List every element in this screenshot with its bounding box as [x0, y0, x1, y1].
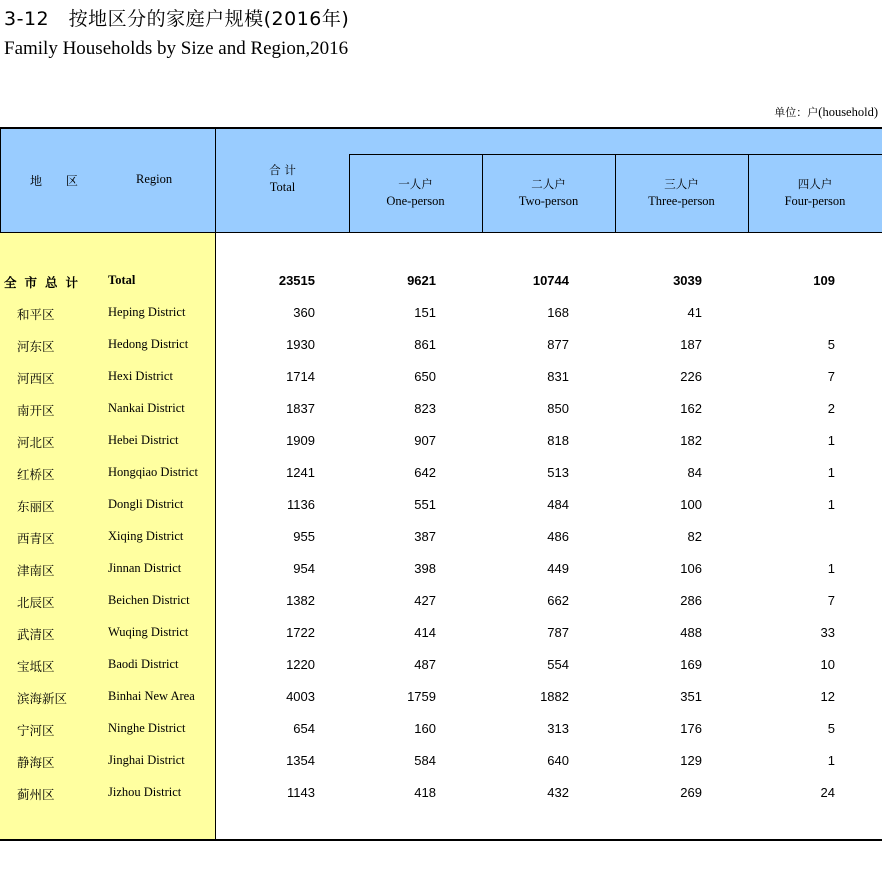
region-name-en: Hebei District	[108, 433, 179, 447]
cell-two-person: 640	[547, 753, 569, 768]
header-region-en: Region	[136, 172, 173, 186]
cell-two-person: 513	[547, 465, 569, 480]
region-name-en: Wuqing District	[108, 625, 189, 639]
region-name-cn: 宁河区	[17, 723, 55, 738]
table-row	[0, 465, 882, 497]
region-name-cn: 武清区	[17, 627, 55, 642]
header-two-person	[482, 176, 615, 210]
cell-total: 23515	[278, 273, 315, 288]
cell-four-person: 5	[827, 721, 835, 736]
cell-total: 1722	[286, 625, 315, 640]
cell-total: 954	[293, 561, 315, 576]
table-row	[0, 689, 882, 721]
cell-one-person: 418	[414, 785, 436, 800]
table-top-rule	[0, 127, 882, 129]
header-one-person	[349, 176, 482, 210]
header-region-cn: 地 区	[30, 174, 88, 188]
region-name-cn: 西青区	[17, 531, 55, 546]
cell-four-person: 1	[827, 497, 835, 512]
cell-total: 360	[293, 305, 315, 320]
cell-three-person: 269	[680, 785, 702, 800]
region-name-cn: 河东区	[17, 339, 55, 354]
region-name-en: Binhai New Area	[108, 689, 195, 703]
table-row	[0, 625, 882, 657]
table-row	[0, 337, 882, 369]
unit-label	[774, 104, 878, 120]
cell-one-person: 650	[414, 369, 436, 384]
header-total	[216, 162, 349, 196]
region-name-en: Nankai District	[108, 401, 185, 415]
region-name-en: Hedong District	[108, 337, 189, 351]
cell-three-person: 100	[680, 497, 702, 512]
header-left-border	[0, 129, 1, 233]
table-row	[0, 593, 882, 625]
page-title-cn: 3-12 按地区分的家庭户规模(2016年)	[4, 8, 350, 30]
cell-one-person: 642	[414, 465, 436, 480]
cell-three-person: 226	[680, 369, 702, 384]
cell-three-person: 106	[680, 561, 702, 576]
cell-two-person: 168	[547, 305, 569, 320]
region-name-cn: 河西区	[17, 371, 55, 386]
page-title-en: Family Households by Size and Region,2016	[4, 38, 349, 59]
cell-total: 1382	[286, 593, 315, 608]
cell-one-person: 551	[414, 497, 436, 512]
region-name-en: Dongli District	[108, 497, 184, 511]
region-name-cn: 东丽区	[17, 499, 55, 514]
table-row	[0, 753, 882, 785]
cell-four-person: 2	[827, 401, 835, 416]
region-name-cn: 全市总计	[4, 275, 87, 290]
header-one-person-en: One-person	[386, 194, 445, 208]
cell-three-person: 176	[680, 721, 702, 736]
cell-four-person: 1	[827, 465, 835, 480]
region-name-en: Hongqiao District	[108, 465, 198, 479]
region-name-cn: 北辰区	[17, 595, 55, 610]
cell-total: 4003	[286, 689, 315, 704]
cell-two-person: 484	[547, 497, 569, 512]
cell-two-person: 10744	[532, 273, 569, 288]
cell-four-person: 33	[820, 625, 835, 640]
table-bottom-rule	[0, 839, 882, 841]
table-row-total	[0, 273, 882, 305]
cell-two-person: 818	[547, 433, 569, 448]
region-name-cn: 和平区	[17, 307, 55, 322]
cell-one-person: 151	[414, 305, 436, 320]
cell-four-person: 1	[827, 561, 835, 576]
cell-two-person: 554	[547, 657, 569, 672]
cell-total: 1143	[287, 785, 315, 800]
region-name-en: Xiqing District	[108, 529, 184, 543]
cell-two-person: 313	[547, 721, 569, 736]
cell-total: 1714	[286, 369, 315, 384]
cell-three-person: 286	[680, 593, 702, 608]
region-name-cn: 红桥区	[17, 467, 55, 482]
cell-total: 1909	[286, 433, 315, 448]
cell-four-person: 10	[820, 657, 835, 672]
table-row	[0, 497, 882, 529]
cell-one-person: 823	[414, 401, 436, 416]
cell-total: 1241	[286, 465, 315, 480]
region-name-en: Baodi District	[108, 657, 179, 671]
cell-two-person: 432	[547, 785, 569, 800]
table-row	[0, 657, 882, 689]
region-name-cn: 蓟州区	[17, 787, 55, 802]
table-row	[0, 433, 882, 465]
cell-one-person: 1759	[407, 689, 436, 704]
header-two-person-en: Two-person	[518, 194, 579, 208]
cell-three-person: 351	[680, 689, 702, 704]
cell-four-person: 1	[827, 433, 835, 448]
table-row	[0, 721, 882, 753]
cell-total: 1354	[286, 753, 315, 768]
unit-label-en: (household)	[818, 105, 878, 119]
cell-three-person: 3039	[673, 273, 702, 288]
region-name-en: Heping District	[108, 305, 186, 319]
cell-three-person: 82	[687, 529, 702, 544]
cell-three-person: 182	[680, 433, 702, 448]
cell-three-person: 187	[680, 337, 702, 352]
cell-one-person: 414	[414, 625, 436, 640]
cell-three-person: 41	[687, 305, 702, 320]
cell-four-person: 24	[820, 785, 835, 800]
cell-four-person: 109	[813, 273, 835, 288]
header-three-person-cn: 三人户	[664, 177, 699, 191]
cell-one-person: 9621	[407, 273, 436, 288]
cell-total: 955	[293, 529, 315, 544]
cell-three-person: 162	[680, 401, 702, 416]
header-four-person	[748, 176, 882, 210]
cell-total: 1930	[286, 337, 315, 352]
cell-two-person: 449	[547, 561, 569, 576]
region-name-cn: 津南区	[17, 563, 55, 578]
cell-two-person: 850	[547, 401, 569, 416]
cell-total: 1220	[286, 657, 315, 672]
table-row	[0, 561, 882, 593]
region-name-cn: 滨海新区	[17, 691, 68, 706]
cell-one-person: 160	[414, 721, 436, 736]
cell-total: 654	[293, 721, 315, 736]
cell-one-person: 387	[414, 529, 436, 544]
region-name-cn: 南开区	[17, 403, 55, 418]
region-name-cn: 河北区	[17, 435, 55, 450]
header-four-person-cn: 四人户	[797, 177, 833, 191]
cell-four-person: 12	[820, 689, 835, 704]
region-name-en: Jinghai District	[108, 753, 185, 767]
table-row	[0, 369, 882, 401]
cell-three-person: 169	[680, 657, 702, 672]
cell-two-person: 1882	[540, 689, 569, 704]
header-two-person-cn: 二人户	[531, 177, 566, 191]
unit-label-cn: 单位：户	[774, 106, 819, 119]
cell-two-person: 831	[547, 369, 569, 384]
cell-four-person: 7	[827, 593, 835, 608]
cell-four-person: 1	[827, 753, 835, 768]
region-name-cn: 静海区	[17, 755, 55, 770]
region-name-cn: 宝坻区	[17, 659, 55, 674]
cell-total: 1136	[287, 497, 315, 512]
cell-two-person: 877	[547, 337, 569, 352]
cell-one-person: 487	[414, 657, 436, 672]
cell-three-person: 84	[687, 465, 702, 480]
cell-four-person: 7	[827, 369, 835, 384]
cell-one-person: 427	[414, 593, 436, 608]
header-three-person-en: Three-person	[648, 194, 715, 208]
region-name-en: Beichen District	[108, 593, 190, 607]
table-row	[0, 305, 882, 337]
cell-two-person: 486	[547, 529, 569, 544]
header-total-cn: 合 计	[269, 163, 296, 177]
region-name-en: Total	[108, 273, 136, 287]
cell-two-person: 662	[547, 593, 569, 608]
header-four-person-en: Four-person	[784, 194, 846, 208]
table-row	[0, 401, 882, 433]
table-row	[0, 785, 882, 817]
header-one-person-cn: 一人户	[398, 177, 433, 191]
cell-one-person: 398	[414, 561, 436, 576]
region-name-en: Hexi District	[108, 369, 173, 383]
cell-one-person: 861	[414, 337, 436, 352]
cell-one-person: 907	[414, 433, 436, 448]
region-name-en: Jinnan District	[108, 561, 182, 575]
cell-total: 1837	[286, 401, 315, 416]
cell-four-person: 5	[827, 337, 835, 352]
header-bottom-rule	[0, 232, 882, 233]
cell-three-person: 129	[680, 753, 702, 768]
header-three-person	[615, 176, 748, 210]
region-name-en: Ninghe District	[108, 721, 186, 735]
region-name-en: Jizhou District	[108, 785, 182, 799]
table-row	[0, 529, 882, 561]
cell-three-person: 488	[680, 625, 702, 640]
header-total-en: Total	[269, 180, 296, 194]
cell-two-person: 787	[547, 625, 569, 640]
cell-one-person: 584	[414, 753, 436, 768]
